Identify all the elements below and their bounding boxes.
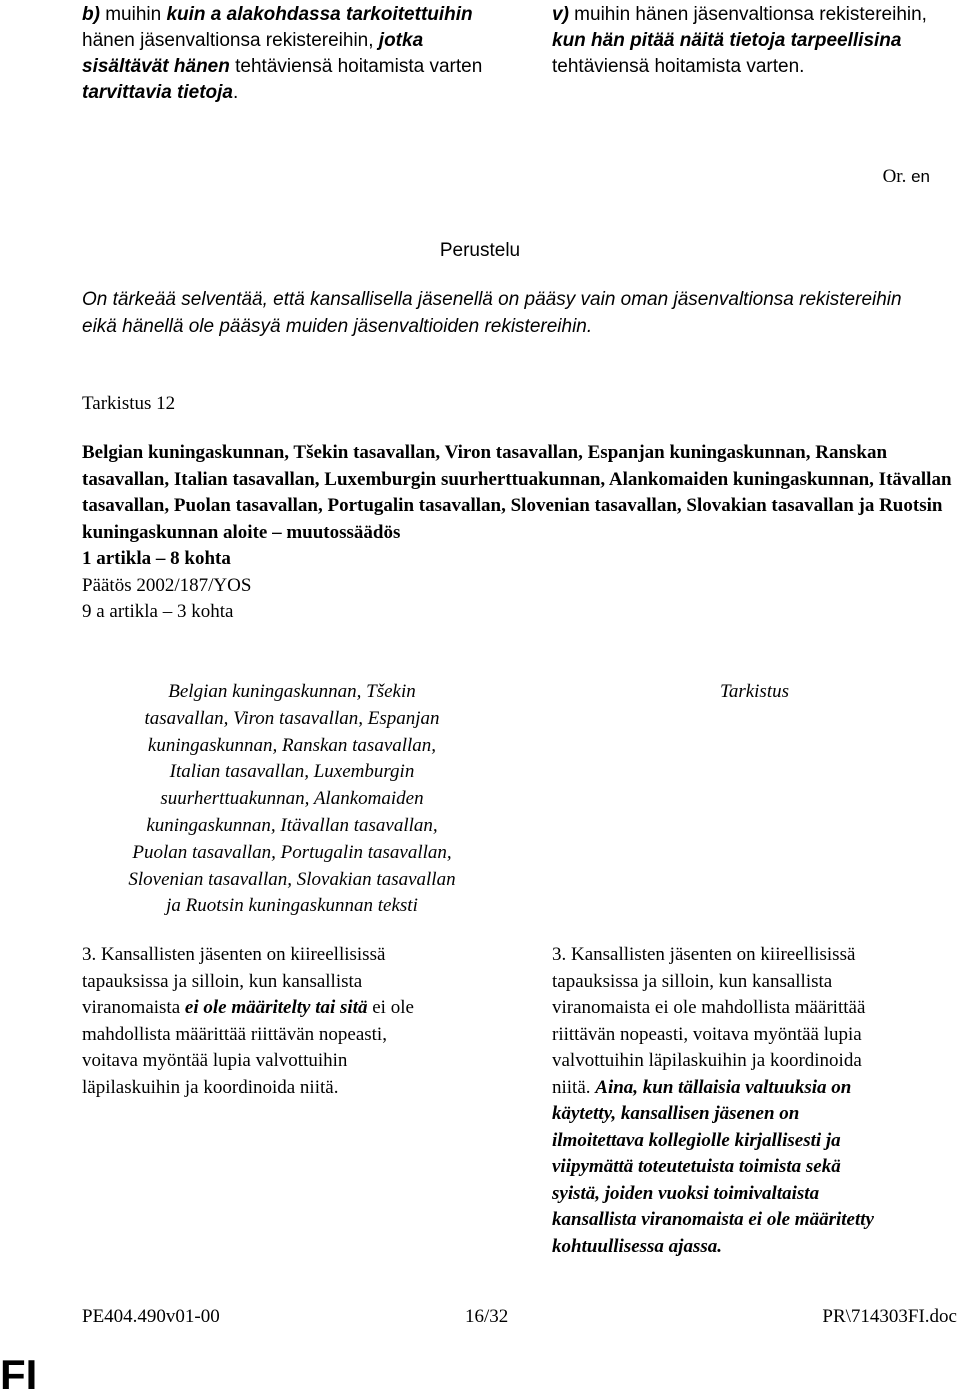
previous-amendment-right-column xyxy=(552,2,952,80)
emphasis-run: jotka sisältävät hänen xyxy=(82,30,424,77)
text-run: muihin hänen jäsenvaltionsa rekistereihin, xyxy=(568,4,927,25)
amendment-heading xyxy=(82,391,175,417)
footer-file-name: PR\714303FI.doc xyxy=(822,1306,957,1327)
deleted-text-run: ei ole määritelty tai sitä xyxy=(184,997,368,1018)
original-text-column-heading: Belgian kuningaskunnan, Tšekin tasavallan, Viron tasavallan, Espanjan kuningaskunnan, Ranskan tasavallan, Italian tasavallan, Luxemburgin suurherttuakunnan, Alankomaiden kuningaskunnan, Itävallan tasavallan, Puolan tasavallan, Portugalin tasavallan, Slovenian tasavallan, Slovakian tasavallan ja Ruotsin kuningaskunnan teksti xyxy=(128,681,456,917)
amended-text-paragraph xyxy=(552,942,957,1260)
language-mark: FI xyxy=(0,1351,38,1398)
original-prefix: Or. xyxy=(882,166,907,187)
text-run: muihin xyxy=(99,4,167,25)
text-run: hänen jäsenvaltionsa rekistereihin, xyxy=(82,30,379,51)
justification-title: Perustelu xyxy=(439,240,521,261)
amendment-column-heading: Tarkistus xyxy=(720,681,789,702)
text-run: 3. Kansallisten jäsenten on kiireellisissä tapauksissa ja silloin, kun kansallista viranomaista xyxy=(82,944,386,1018)
page-footer xyxy=(82,1303,957,1331)
previous-amendment-left-column xyxy=(82,2,502,106)
added-text-run: Aina, kun tällaisia valtuuksia on käytetty, kansallisen jäsenen on ilmoitettava kollegiolle kirjallisesti ja viipymättä toteutetuista toimista sekä syistä, joiden vuoksi toimivaltaista kansallista viranomaista ei ole määritetty kohtuullisessa ajassa. xyxy=(552,1076,874,1257)
original-language-note xyxy=(800,164,930,190)
amendment-label: Tarkistus xyxy=(82,393,152,414)
decision-reference: Päätös 2002/187/YOS xyxy=(82,574,252,596)
initiative-title: Belgian kuningaskunnan, Tšekin tasavallan, Viron tasavallan, Espanjan kuningaskunnan, Ranskan tasavallan, Italian tasavallan, Luxemburgin suurherttuakunnan, Alankomaiden kuningaskunnan, Itävallan tasavallan, Puolan tasavallan, Portugalin tasavallan, Slovenian tasavallan, Slovakian tasavallan ja Ruotsin kuningaskunnan aloite – muutossäädös xyxy=(82,442,952,543)
footer-document-id: PE404.490v01-00 xyxy=(82,1306,220,1327)
text-run: 3. Kansallisten jäsenten on kiireellisissä tapauksissa ja silloin, kun kansallista viranomaista ei ole mahdollista määrittää riittävän nopeasti, voitava myöntää lupia valvottuihin läpilaskuihin ja koordinoida niitä. xyxy=(552,944,866,1098)
amendment-number: 12 xyxy=(156,393,176,414)
emphasis-run: kun hän pitää näitä tietoja tarpeellisina xyxy=(552,30,902,51)
point-marker: b) xyxy=(82,4,100,25)
text-run: tehtäviensä hoitamista varten xyxy=(229,56,483,77)
footer-page-number: 16/32 xyxy=(465,1306,509,1327)
amending-article-reference: 1 artikla – 8 kohta xyxy=(82,548,231,569)
original-language-code: en xyxy=(911,167,930,186)
text-run: ei ole mahdollista määrittää riittävän nopeasti, voitava myöntää lupia valvottuihin läpilaskuihin ja koordinoida niitä. xyxy=(82,997,414,1098)
amendment-reference-block xyxy=(82,440,952,626)
target-article-reference: 9 a artikla – 3 kohta xyxy=(82,601,234,622)
emphasis-run: tarvittavia tietoja xyxy=(82,82,233,103)
emphasis-run: kuin a alakohdassa tarkoitettuihin xyxy=(166,4,473,25)
justification-text: On tärkeää selventää, että kansallisella jäsenellä on pääsy vain oman jäsenvaltionsa rekistereihin eikä hänellä ole pääsyä muiden jäsenvaltioiden rekistereihin. xyxy=(82,289,902,337)
text-run: tehtäviensä hoitamista varten. xyxy=(552,56,805,77)
text-run: . xyxy=(233,82,239,103)
original-text-paragraph xyxy=(82,942,502,1101)
point-marker: v) xyxy=(552,4,569,25)
